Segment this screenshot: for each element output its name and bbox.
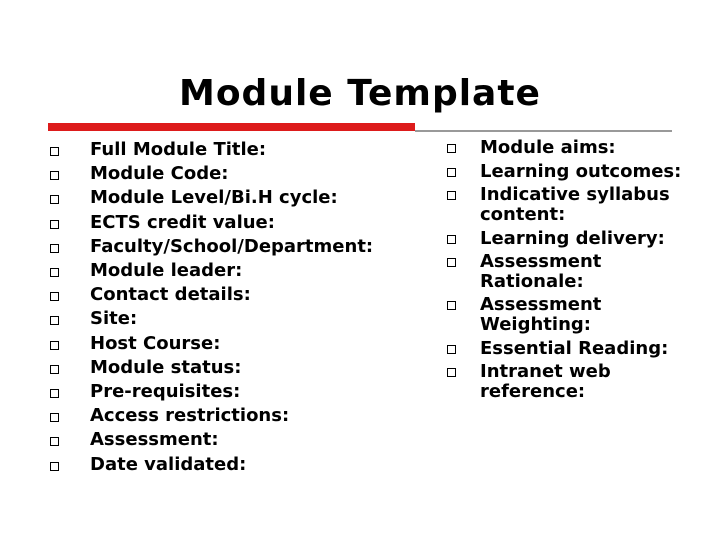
field-label: Module Code: — [90, 163, 229, 185]
list-item — [50, 235, 430, 259]
field-label: Module Level/Bi.H cycle: — [90, 187, 338, 209]
list-item — [50, 138, 430, 162]
list-item — [50, 211, 430, 235]
hollow-square-bullet-icon — [50, 220, 59, 229]
hollow-square-bullet-icon — [50, 147, 59, 156]
right-field-list — [447, 138, 687, 406]
hollow-square-bullet-icon — [50, 437, 59, 446]
field-label: Assessment Weighting: — [480, 294, 602, 335]
hollow-square-bullet-icon — [50, 462, 59, 471]
hollow-square-bullet-icon — [447, 235, 456, 244]
hollow-square-bullet-icon — [50, 341, 59, 350]
hollow-square-bullet-icon — [447, 191, 456, 200]
hollow-square-bullet-icon — [447, 301, 456, 310]
list-item — [50, 380, 430, 404]
hollow-square-bullet-icon — [50, 195, 59, 204]
list-item — [447, 362, 687, 401]
hollow-square-bullet-icon — [50, 244, 59, 253]
field-label: Module leader: — [90, 260, 243, 282]
field-label: Module aims: — [480, 137, 616, 158]
list-item — [50, 162, 430, 186]
field-label: ECTS credit value: — [90, 211, 275, 233]
hollow-square-bullet-icon — [50, 389, 59, 398]
slide-title: Module Template — [179, 73, 541, 114]
list-item — [50, 307, 430, 331]
list-item — [447, 252, 687, 291]
field-label: Site: — [90, 308, 138, 330]
list-item — [50, 356, 430, 380]
hollow-square-bullet-icon — [50, 365, 59, 374]
field-label: Host Course: — [90, 332, 221, 354]
field-label: Date validated: — [90, 453, 247, 475]
title-accent-rule — [48, 123, 415, 131]
left-field-list — [50, 138, 430, 477]
list-item — [447, 295, 687, 334]
field-label: Faculty/School/Department: — [90, 235, 374, 257]
field-label: Assessment Rationale: — [480, 251, 602, 292]
field-label: Full Module Title: — [90, 139, 267, 160]
field-label: Contact details: — [90, 284, 251, 306]
list-item — [50, 186, 430, 210]
list-item — [447, 339, 687, 359]
title-divider-rule — [415, 130, 672, 132]
list-item — [50, 259, 430, 283]
field-label: Access restrictions: — [90, 405, 290, 427]
list-item — [50, 332, 430, 356]
field-label: Indicative syllabus content: — [480, 184, 670, 225]
hollow-square-bullet-icon — [447, 168, 456, 177]
field-label: Intranet web reference: — [480, 361, 611, 402]
hollow-square-bullet-icon — [447, 144, 456, 153]
hollow-square-bullet-icon — [447, 368, 456, 377]
list-item — [50, 453, 430, 477]
hollow-square-bullet-icon — [50, 268, 59, 277]
field-label: Essential Reading: — [480, 337, 669, 359]
field-label: Learning delivery: — [480, 227, 665, 249]
field-label: Pre-requisites: — [90, 381, 241, 403]
hollow-square-bullet-icon — [447, 258, 456, 267]
field-label: Assessment: — [90, 429, 219, 451]
hollow-square-bullet-icon — [50, 413, 59, 422]
list-item — [50, 283, 430, 307]
list-item — [447, 229, 687, 249]
list-item — [447, 185, 687, 224]
field-label: Learning outcomes: — [480, 160, 682, 182]
hollow-square-bullet-icon — [447, 345, 456, 354]
list-item — [447, 162, 687, 182]
list-item — [447, 138, 687, 158]
list-item — [50, 428, 430, 452]
hollow-square-bullet-icon — [50, 316, 59, 325]
list-item — [50, 404, 430, 428]
field-label: Module status: — [90, 356, 242, 378]
hollow-square-bullet-icon — [50, 171, 59, 180]
hollow-square-bullet-icon — [50, 292, 59, 301]
